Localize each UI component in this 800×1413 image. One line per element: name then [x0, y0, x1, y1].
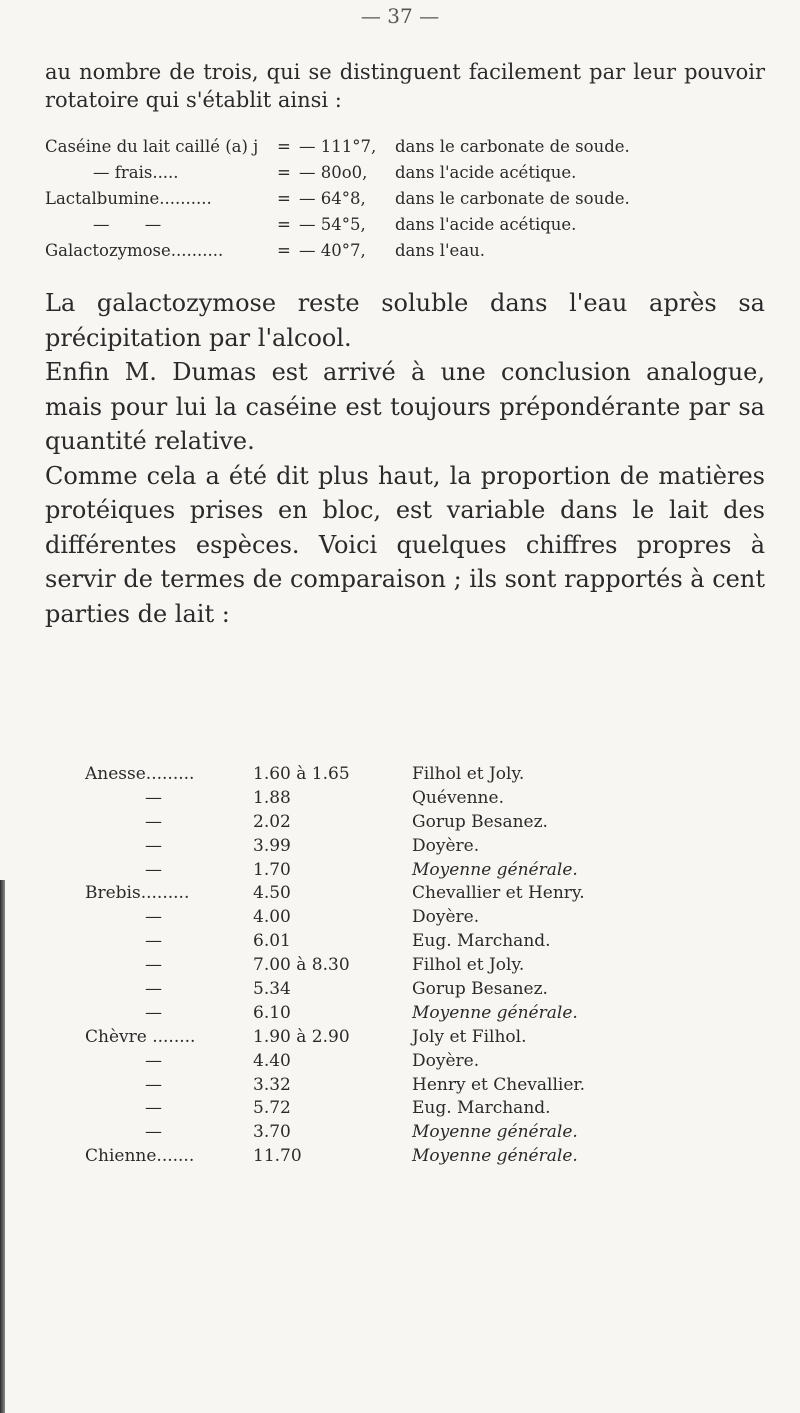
table-row — [85, 954, 765, 978]
table-row — [85, 930, 765, 954]
protein-value: 4.40 — [253, 1050, 291, 1071]
protein-content-table — [85, 763, 765, 1169]
table-row — [85, 978, 765, 1002]
rotation-value: — 111°7, — [299, 137, 377, 156]
body-text — [45, 286, 765, 631]
equals-sign: = — [277, 137, 291, 156]
source-author: Doyère. — [412, 1050, 480, 1071]
table-row — [85, 763, 765, 787]
animal-name: — — [145, 1122, 162, 1143]
source-author: Filhol et Joly. — [412, 955, 525, 976]
paragraph: Comme cela a été dit plus haut, la proportion de matières protéiques prises en bloc, est variable dans le lait des différentes espèces. Voici quelques chiffres propres à servir de termes de comparaison ; ils sont rapportés à cent parties de lait : — [45, 461, 765, 628]
page-gutter-shadow — [0, 880, 5, 1413]
rotation-value: — 80o0, — [299, 163, 368, 182]
source-author: Moyenne générale. — [412, 859, 578, 880]
protein-value: 1.90 à 2.90 — [253, 1026, 350, 1047]
substance-name: Galactozymose.......... — [45, 241, 224, 260]
protein-value: 5.34 — [253, 979, 291, 1000]
table-row — [85, 1050, 765, 1074]
source-author: Moyenne générale. — [412, 1002, 578, 1023]
animal-name: Anesse......... — [85, 764, 195, 784]
table-row — [85, 811, 765, 835]
protein-value: 4.50 — [253, 883, 291, 904]
substance-name: — — — [93, 215, 162, 234]
animal-name: — — [145, 1002, 162, 1023]
solvent-medium: dans l'eau. — [395, 241, 486, 260]
animal-name: — — [145, 931, 162, 952]
equals-sign: = — [277, 241, 291, 260]
equals-sign: = — [277, 189, 291, 208]
animal-name: Chèvre ........ — [85, 1026, 196, 1047]
table-row — [85, 787, 765, 811]
table-row — [45, 186, 765, 212]
protein-value: 3.99 — [253, 835, 291, 856]
protein-value: 5.72 — [253, 1098, 291, 1119]
rotation-value: — 64°8, — [299, 189, 366, 208]
equals-sign: = — [277, 163, 291, 182]
protein-value: 1.70 — [253, 859, 291, 880]
substance-name: Lactalbumine.......... — [45, 189, 212, 208]
intro-text: au nombre de trois, qui se distinguent facilement par leur pouvoir rotatoire qui s'établit ainsi : — [45, 60, 765, 112]
animal-name: — — [145, 787, 162, 808]
table-row — [45, 134, 765, 160]
table-row — [45, 238, 765, 264]
substance-name: — frais..... — [93, 163, 179, 182]
source-author: Henry et Chevallier. — [412, 1074, 586, 1095]
table-row — [85, 1145, 765, 1169]
source-author: Doyère. — [412, 907, 480, 928]
table-row — [45, 212, 765, 238]
animal-name: — — [145, 907, 162, 928]
protein-value: 1.88 — [253, 787, 291, 808]
source-author: Chevallier et Henry. — [412, 883, 585, 904]
protein-value: 6.10 — [253, 1002, 291, 1023]
animal-name: Chienne....... — [85, 1146, 195, 1167]
rotatory-power-table — [45, 134, 765, 264]
animal-name: — — [145, 1098, 162, 1119]
protein-value: 4.00 — [253, 907, 291, 928]
table-row — [85, 1097, 765, 1121]
table-row — [85, 1002, 765, 1026]
source-author: Moyenne générale. — [412, 1146, 578, 1167]
protein-value: 2.02 — [253, 811, 291, 832]
protein-value: 3.70 — [253, 1122, 291, 1143]
source-author: Filhol et Joly. — [412, 764, 525, 784]
source-author: Gorup Besanez. — [412, 811, 548, 832]
source-author: Quévenne. — [412, 787, 504, 808]
table-row — [85, 906, 765, 930]
source-author: Gorup Besanez. — [412, 979, 548, 1000]
paragraph: Enfin M. Dumas est arrivé à une conclusion analogue, mais pour lui la caséine est toujours prépondérante par sa quantité relative. — [45, 358, 765, 455]
animal-name: — — [145, 979, 162, 1000]
animal-name: — — [145, 955, 162, 976]
source-author: Joly et Filhol. — [412, 1026, 527, 1047]
equals-sign: = — [277, 215, 291, 234]
substance-name: Caséine du lait caillé (a) j — [45, 137, 259, 156]
source-author: Eug. Marchand. — [412, 1098, 551, 1119]
table-row — [85, 1026, 765, 1050]
animal-name: Brebis......... — [85, 883, 190, 904]
animal-name: — — [145, 1050, 162, 1071]
source-author: Doyère. — [412, 835, 480, 856]
protein-value: 3.32 — [253, 1074, 291, 1095]
solvent-medium: dans le carbonate de soude. — [395, 137, 630, 156]
paragraph: La galactozymose reste soluble dans l'eau après sa précipitation par l'alcool. — [45, 289, 765, 352]
rotation-value: — 40°7, — [299, 241, 366, 260]
table-row — [85, 882, 765, 906]
animal-name: — — [145, 859, 162, 880]
animal-name: — — [145, 1074, 162, 1095]
source-author: Moyenne générale. — [412, 1122, 578, 1143]
animal-name: — — [145, 811, 162, 832]
table-row — [45, 160, 765, 186]
source-author: Eug. Marchand. — [412, 931, 551, 952]
rotation-value: — 54°5, — [299, 215, 366, 234]
table-row — [85, 1074, 765, 1098]
solvent-medium: dans le carbonate de soude. — [395, 189, 630, 208]
solvent-medium: dans l'acide acétique. — [395, 215, 577, 234]
table-row — [85, 859, 765, 883]
protein-value: 7.00 à 8.30 — [253, 955, 350, 976]
table-row — [85, 835, 765, 859]
page-number: — 37 — — [360, 4, 440, 28]
animal-name: — — [145, 835, 162, 856]
solvent-medium: dans l'acide acétique. — [395, 163, 577, 182]
protein-value: 11.70 — [253, 1146, 302, 1167]
protein-value: 6.01 — [253, 931, 291, 952]
protein-value: 1.60 à 1.65 — [253, 764, 350, 784]
table-row — [85, 1121, 765, 1145]
